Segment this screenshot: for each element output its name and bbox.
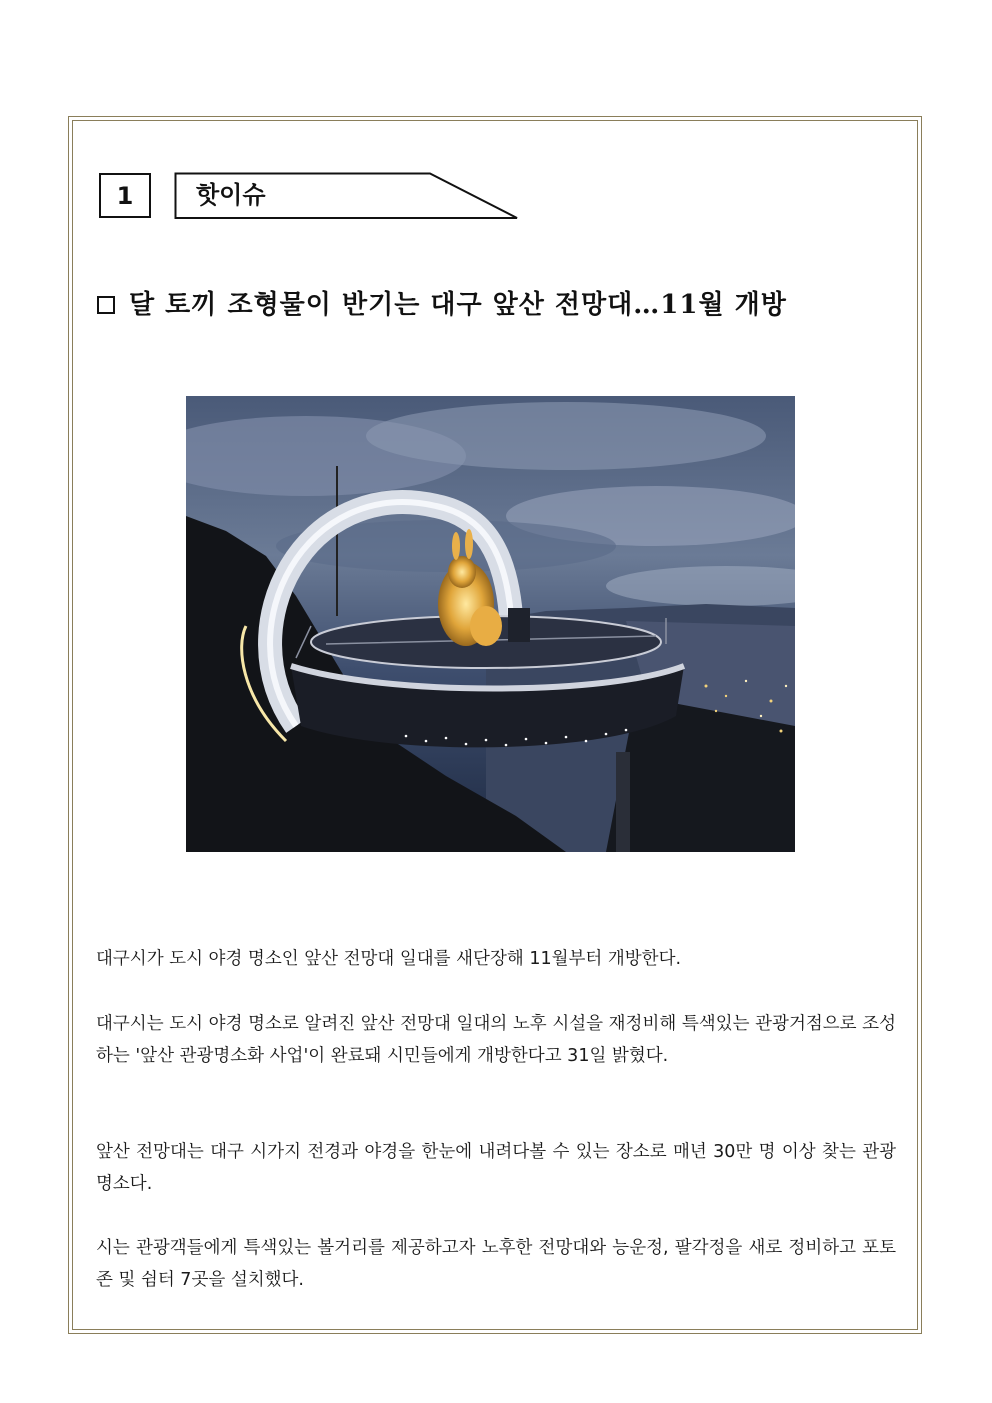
headline-text: 달 토끼 조형물이 반기는 대구 앞산 전망대…11월 개방: [129, 290, 787, 320]
paragraph-4: 시는 관광객들에게 특색있는 볼거리를 제공하고자 노후한 전망대와 능운정, 팔각정을 새로 정비하고 포토존 및 쉼터 7곳을 설치했다.: [96, 1238, 896, 1290]
paragraph-2: 대구시는 도시 야경 명소로 알려진 앞산 전망대 일대의 노후 시설을 재정비해 특색있는 관광거점으로 조성하는 '앞산 관광명소화 사업'이 완료돼 시민들에게 개방한다고 31일 밝혔다.: [96, 1014, 896, 1066]
section-number: 1: [99, 173, 151, 218]
observatory-photo: [186, 396, 795, 852]
bullet-box-icon: [97, 296, 115, 314]
paragraph-1: 대구시가 도시 야경 명소인 앞산 전망대 일대를 새단장해 11월부터 개방한다.: [96, 949, 682, 969]
section-title: 핫이슈: [196, 181, 266, 209]
section-tab: [174, 172, 520, 220]
paragraph-3: 앞산 전망대는 대구 시가지 전경과 야경을 한눈에 내려다볼 수 있는 장소로 매년 30만 명 이상 찾는 관광 명소다.: [96, 1142, 896, 1194]
article-headline: [97, 284, 787, 321]
